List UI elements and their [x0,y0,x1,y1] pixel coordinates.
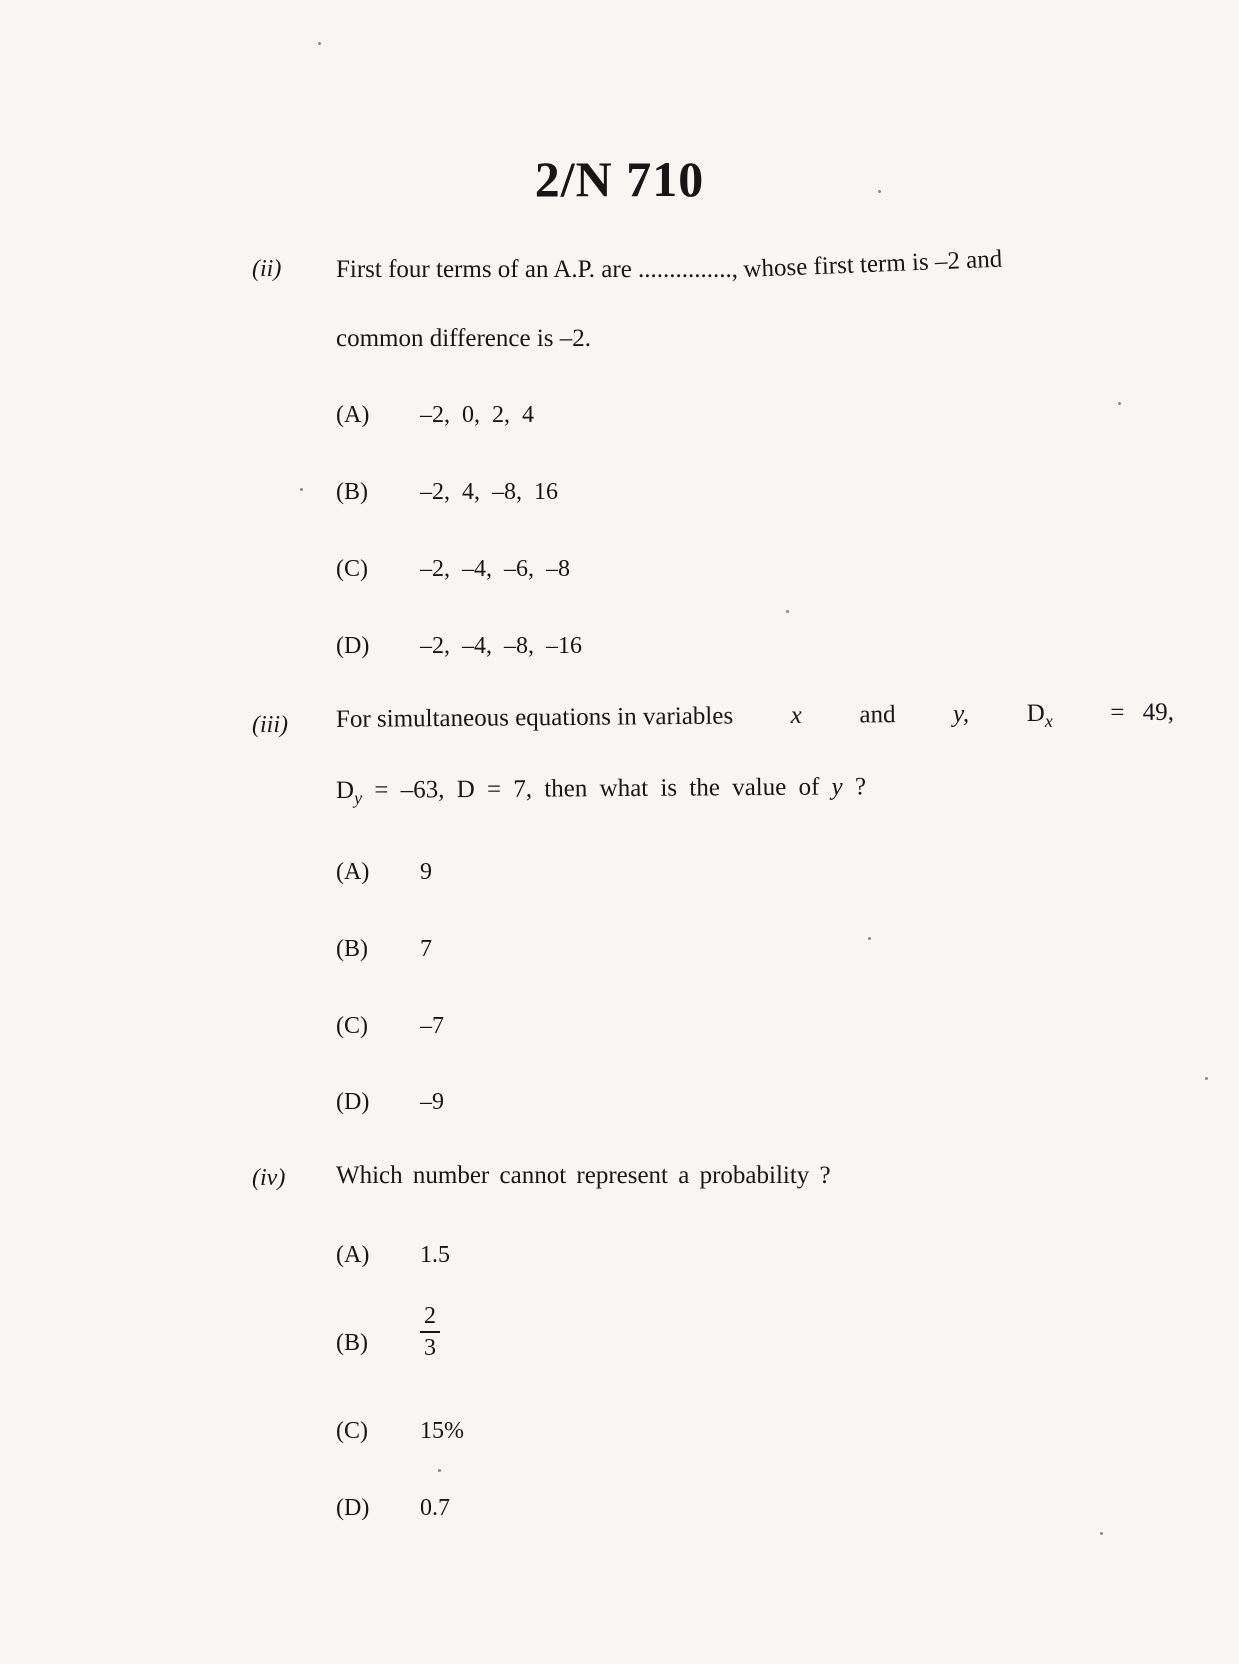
scan-speck [868,937,871,940]
question-number: (iv) [252,1165,286,1191]
determinant-base: D [1026,699,1045,727]
fraction-numerator: 2 [424,1303,436,1329]
question-text-part: whose first term is –2 and [743,245,1004,284]
question-number: (ii) [252,256,282,282]
determinant-subscript: y [354,787,363,808]
question-text-line [336,773,866,809]
question-text-line [336,699,1174,738]
option-value: 15% [420,1418,464,1444]
scan-speck [1100,1532,1103,1535]
option-value: 9 [420,859,432,885]
option-value: –7 [420,1013,444,1039]
scan-speck [1118,402,1121,405]
option-value: –2, 4, –8, 16 [420,479,558,505]
option-value: –2, –4, –8, –16 [420,633,582,659]
option-label: (B) [336,936,368,962]
question-text-part: and [859,701,896,729]
option-label: (D) [336,633,370,659]
option-value: –9 [420,1089,444,1115]
option-label: (B) [336,479,368,505]
scan-speck [318,42,321,45]
fraction-denominator: 3 [424,1335,436,1361]
option-label: (C) [336,1013,368,1039]
option-label: (D) [336,1495,370,1521]
question-text-line [336,245,1004,284]
option-value: 0.7 [420,1495,450,1521]
option-label: (A) [336,402,370,428]
question-text-part: For simultaneous equations in variables [335,702,734,733]
paper-code-header: 2/N 710 [534,151,705,207]
option-label: (C) [336,556,368,582]
option-label: (D) [336,1089,370,1115]
scan-speck [438,1469,441,1472]
question-text-part: = –63, D = 7, then what is the value of [374,773,820,804]
question-text-part: First four terms of an A.P. are ..............., [336,256,745,283]
determinant-dx [1027,700,1053,732]
scan-speck [300,488,303,491]
option-value: 1.5 [420,1242,450,1268]
option-label: (C) [336,1418,368,1444]
question-text-line: common difference is –2. [336,325,592,352]
determinant-dx-value: = 49, [1110,698,1175,727]
scan-speck [786,610,789,613]
determinant-subscript: x [1044,710,1053,731]
question-text-line: Which number cannot represent a probability ? [336,1162,831,1189]
option-value: –2, –4, –6, –8 [420,556,570,582]
option-fraction [420,1302,440,1362]
question-number: (iii) [252,712,288,738]
scan-speck [1205,1077,1208,1080]
fraction-bar [420,1331,440,1333]
variable-x: x [790,701,802,730]
determinant-dy [335,776,363,808]
variable-y: y [831,773,843,801]
question-mark: ? [854,773,867,801]
option-value: –2, 0, 2, 4 [420,402,534,428]
option-value: 7 [420,936,432,962]
option-label: (A) [336,1242,370,1268]
variable-y: y, [952,700,970,728]
option-label: (A) [336,859,370,885]
determinant-base: D [335,776,355,804]
option-label: (B) [336,1330,368,1356]
